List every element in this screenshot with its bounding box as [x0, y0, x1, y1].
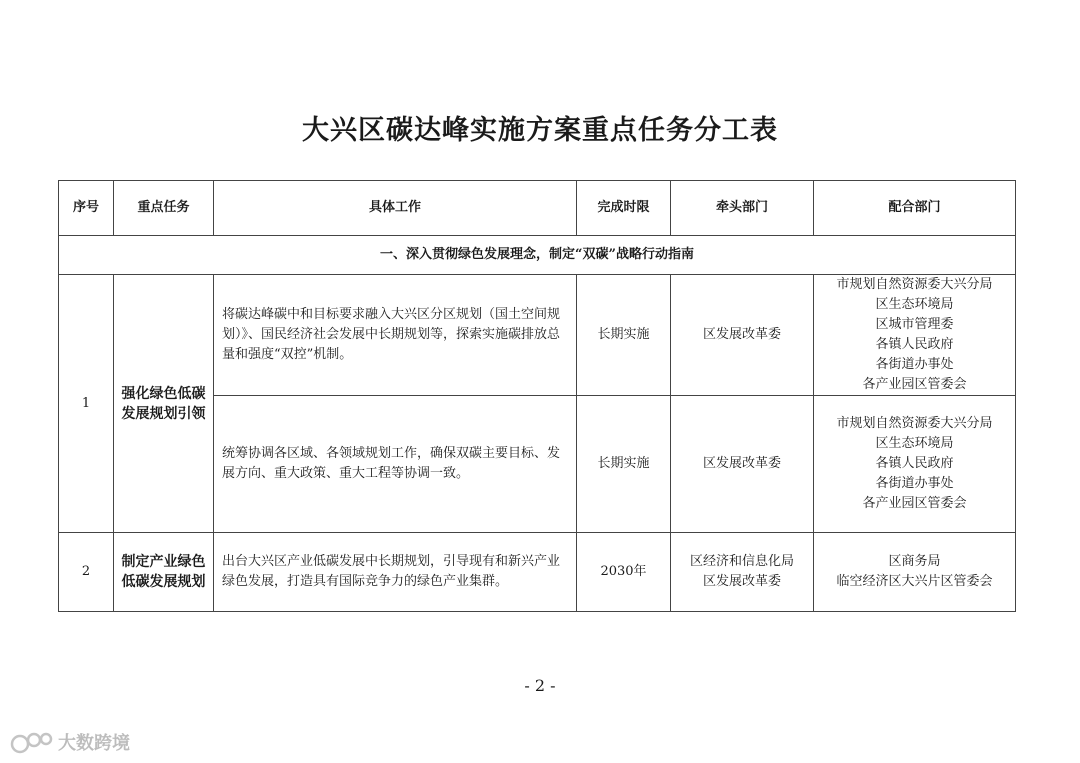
support-department-line: 区城市管理委 [875, 317, 954, 332]
header-task: 重点任务 [114, 181, 214, 236]
lead-department-line: 区发展改革委 [702, 456, 781, 471]
lead-department-line: 区经济和信息化局 [689, 554, 794, 569]
watermark-text: 大数跨境 [58, 733, 130, 754]
support-department-line: 各镇人民政府 [875, 337, 954, 352]
support-department-line: 市规划自然资源委大兴分局 [836, 416, 993, 431]
header-work: 具体工作 [214, 181, 577, 236]
support-department-line: 各产业园区管委会 [862, 496, 967, 511]
header-lead: 牵头部门 [671, 181, 814, 236]
table-row [59, 275, 1016, 396]
section-row [59, 236, 1016, 275]
task-table [58, 180, 1016, 612]
deadline: 长期实施 [577, 396, 671, 533]
task-name: 强化绿色低碳发展规划引领 [114, 275, 214, 533]
support-department-line: 区商务局 [888, 554, 941, 569]
page-number: - 2 - [524, 676, 556, 695]
document-title: 大兴区碳达峰实施方案重点任务分工表 [302, 115, 778, 146]
support-department-line: 市规划自然资源委大兴分局 [836, 277, 993, 292]
work-description: 出台大兴区产业低碳发展中长期规划，引导现有和新兴产业绿色发展，打造具有国际竞争力的绿色产业集群。 [214, 533, 577, 612]
watermark [10, 727, 130, 757]
support-department-line: 各产业园区管委会 [862, 377, 967, 392]
lead-department [671, 533, 814, 612]
support-department-line: 区生态环境局 [875, 297, 954, 312]
support-departments [814, 275, 1016, 396]
lead-department [671, 396, 814, 533]
deadline: 长期实施 [577, 275, 671, 396]
header-support: 配合部门 [814, 181, 1016, 236]
support-department-line: 各街道办事处 [875, 357, 954, 372]
table-row [59, 533, 1016, 612]
work-description: 将碳达峰碳中和目标要求融入大兴区分区规划（国土空间规划）》、国民经济社会发展中长期规划等，探索实施碳排放总量和强度“双控”机制。 [214, 275, 577, 396]
deadline: 2030年 [577, 533, 671, 612]
support-department-line: 各镇人民政府 [875, 456, 954, 471]
header-deadline: 完成时限 [577, 181, 671, 236]
row-number: 2 [59, 533, 114, 612]
lead-department [671, 275, 814, 396]
watermark-logo-icon [10, 729, 54, 755]
support-departments [814, 533, 1016, 612]
row-number: 1 [59, 275, 114, 533]
table-header-row [59, 181, 1016, 236]
support-department-line: 临空经济区大兴片区管委会 [836, 574, 993, 589]
support-departments [814, 396, 1016, 533]
task-name: 制定产业绿色低碳发展规划 [114, 533, 214, 612]
header-no: 序号 [59, 181, 114, 236]
support-department-line: 区生态环境局 [875, 436, 954, 451]
support-department-line: 各街道办事处 [875, 476, 954, 491]
lead-department-line: 区发展改革委 [702, 574, 781, 589]
lead-department-line: 区发展改革委 [702, 327, 781, 342]
work-description: 统筹协调各区域、各领域规划工作，确保双碳主要目标、发展方向、重大政策、重大工程等协调一致。 [214, 396, 577, 533]
section-title: 一、深入贯彻绿色发展理念，制定“双碳”战略行动指南 [59, 236, 1016, 275]
